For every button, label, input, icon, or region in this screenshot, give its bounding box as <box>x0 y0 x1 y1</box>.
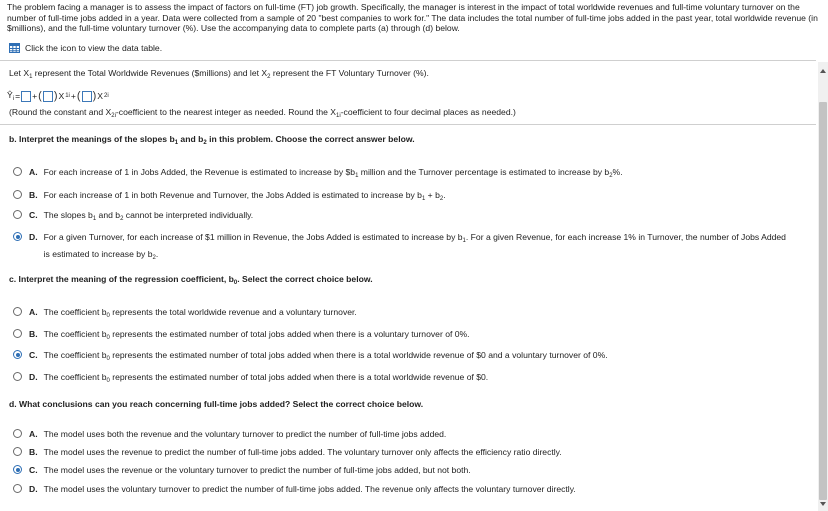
rounding-note: (Round the constant and $X_{2i}$-coefficient to the nearest integer as needed. Round the $X_{1i}$-coefficient to four decimal places as needed.) <box>9 107 516 119</box>
part-d-option-c[interactable]: C. The model uses the revenue or the voluntary turnover to predict the number of full-time jobs added, but not both. <box>13 464 793 477</box>
part-c-option-b[interactable]: B. The coefficient $b_0$ represents the estimated number of total jobs added when there is a voluntary turnover of 0%. <box>13 328 793 345</box>
part-b-option-a[interactable]: A. For each increase of 1 in Jobs Added, the Revenue is estimated to increase by $\$b_1$ million and the Turnover percentage is estimated to increase by $b_2\%$. <box>13 166 793 183</box>
radio-button[interactable] <box>13 210 22 219</box>
part-b-option-b[interactable]: B. For each increase of 1 in both Revenue and Turnover, the Jobs Added is estimated to increase by $b_1 + b_2$. <box>13 189 793 206</box>
part-c-heading: c. Interpret the meaning of the regression coefficient, $b_0$. Select the correct choice below. <box>9 274 373 286</box>
part-b-heading: b. Interpret the meanings of the slopes $b_1$ and $b_2$ in this problem. Choose the correct answer below. <box>9 134 415 146</box>
scroll-thumb[interactable] <box>819 102 827 500</box>
constant-input[interactable] <box>21 91 31 102</box>
x2-coefficient-input[interactable] <box>82 91 92 102</box>
part-c-option-d[interactable]: D. The coefficient $b_0$ represents the estimated number of total jobs added when there is a total worldwide revenue of $0. <box>13 371 793 388</box>
radio-button[interactable] <box>13 329 22 338</box>
scroll-down-icon[interactable] <box>820 502 826 506</box>
section-divider <box>0 124 816 125</box>
part-d-option-d[interactable]: D. The model uses the voluntary turnover to predict the number of full-time jobs added. The revenue only affects the voluntary turnover directly. <box>13 483 793 496</box>
scroll-up-icon[interactable] <box>820 69 826 73</box>
radio-button[interactable] <box>13 447 22 456</box>
part-b-option-d[interactable]: D. For a given Turnover, for each increase of $1 million in Revenue, the Jobs Added is estimated to increase by $b_1$. For a given Revenue, for each increase 1% in Turnover, the number of Jobs Added is estimated to increase by $b_2$. <box>13 231 793 265</box>
variable-definition: Let $X_1$ represent the Total Worldwide Revenues ($millions) and let $X_2$ represent the FT Voluntary Turnover (%). <box>9 68 429 80</box>
radio-button[interactable] <box>13 190 22 199</box>
radio-button[interactable] <box>13 429 22 438</box>
part-d-option-a[interactable]: A. The model uses both the revenue and the voluntary turnover to predict the number of full-time jobs added. <box>13 428 793 441</box>
radio-button-selected[interactable] <box>13 232 22 241</box>
data-table-link-label[interactable]: Click the icon to view the data table. <box>25 43 163 53</box>
vertical-scrollbar[interactable] <box>818 62 828 511</box>
part-b-option-c[interactable]: C. The slopes $b_1$ and $b_2$ cannot be interpreted individually. <box>13 209 793 226</box>
part-c-option-a[interactable]: A. The coefficient $b_0$ represents the total worldwide revenue and a voluntary turnover. <box>13 306 793 323</box>
radio-button[interactable] <box>13 484 22 493</box>
data-table-link[interactable] <box>9 43 162 53</box>
problem-intro: The problem facing a manager is to assess the impact of factors on full-time (FT) job growth. Specifically, the manager is interest in the impact of total worldwide revenues and full-time voluntary turnover on the number of full-time jobs added in a year. Data were collected from a sample of 20 "best companies to work for." The data includes the total number of full-time jobs added in the past year, total worldwide revenue (in $millions), and the full-time voluntary turnover (%). Use the accompanying data to complete parts (a) through (d) below. <box>7 2 818 34</box>
radio-button[interactable] <box>13 307 22 316</box>
part-d-option-b[interactable]: B. The model uses the revenue to predict the number of full-time jobs added. The voluntary turnover only affects the efficiency ratio directly. <box>13 446 793 459</box>
question-pane <box>0 62 816 511</box>
part-d-heading: d. What conclusions can you reach concerning full-time jobs added? Select the correct choice below. <box>9 399 424 409</box>
table-grid-icon[interactable] <box>9 43 20 53</box>
y-hat: $Ŷ_i$ <box>7 90 15 102</box>
regression-equation: $Ŷ_i$ = + ( ) X 1i + ( ) X 2i <box>7 90 109 102</box>
x1-coefficient-input[interactable] <box>43 91 53 102</box>
radio-button[interactable] <box>13 167 22 176</box>
radio-button-selected[interactable] <box>13 350 22 359</box>
radio-button[interactable] <box>13 372 22 381</box>
radio-button-selected[interactable] <box>13 465 22 474</box>
section-divider <box>0 60 816 61</box>
part-c-option-c[interactable]: C. The coefficient $b_0$ represents the estimated number of total jobs added when there is a total worldwide revenue of $0 and a voluntary turnover of 0%. <box>13 349 793 366</box>
